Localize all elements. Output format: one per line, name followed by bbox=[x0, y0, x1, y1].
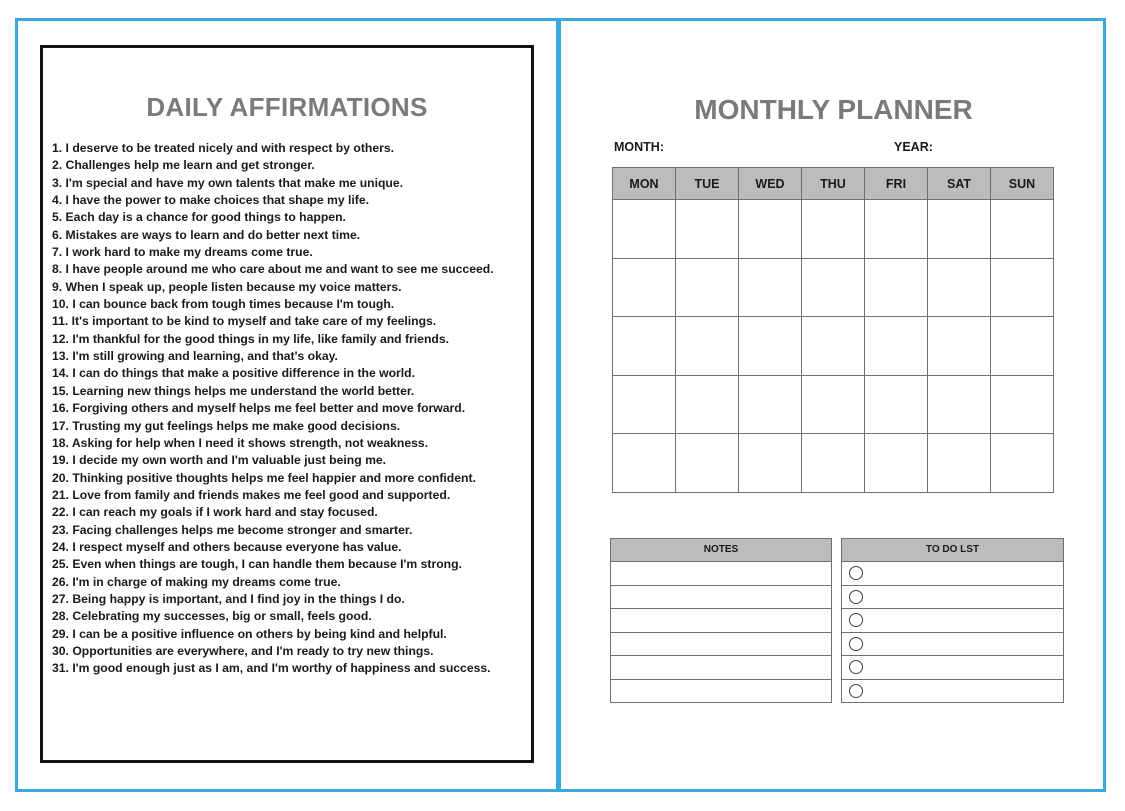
notes-box bbox=[610, 538, 832, 703]
affirmation-item: 6. Mistakes are ways to learn and do better next time. bbox=[52, 227, 361, 242]
frame-divider bbox=[556, 18, 561, 792]
week-row bbox=[613, 317, 1054, 376]
planner-title: MONTHLY PLANNER bbox=[694, 94, 973, 125]
day-header: WED bbox=[739, 168, 802, 200]
calendar-body bbox=[613, 200, 1054, 493]
day-cell[interactable] bbox=[802, 200, 865, 259]
affirmation-item: 5. Each day is a chance for good things to happen. bbox=[52, 210, 346, 225]
affirmations-page bbox=[40, 45, 534, 763]
affirmation-item: 12. I'm thankful for the good things in my life, like family and friends. bbox=[52, 331, 450, 346]
checkbox-circle-icon[interactable] bbox=[849, 660, 863, 674]
notes-rows bbox=[610, 562, 832, 703]
calendar-grid bbox=[612, 167, 1054, 493]
affirmation-item: 10. I can bounce back from tough times because I'm tough. bbox=[52, 297, 395, 312]
day-cell[interactable] bbox=[676, 375, 739, 434]
affirmation-item: 23. Facing challenges helps me become stronger and smarter. bbox=[52, 522, 413, 537]
affirmation-item: 11. It's important to be kind to myself and take care of my feelings. bbox=[52, 314, 437, 329]
todo-item[interactable] bbox=[841, 562, 1064, 586]
affirmation-item: 17. Trusting my gut feelings helps me make good decisions. bbox=[52, 418, 401, 433]
affirmations-title: DAILY AFFIRMATIONS bbox=[146, 92, 428, 122]
affirmation-item: 20. Thinking positive thoughts helps me feel happier and more confident. bbox=[52, 470, 476, 485]
affirmation-item: 2. Challenges help me learn and get stronger. bbox=[52, 158, 315, 173]
notes-line[interactable] bbox=[610, 656, 832, 680]
day-cell[interactable] bbox=[991, 375, 1054, 434]
day-cell[interactable] bbox=[865, 200, 928, 259]
day-cell[interactable] bbox=[739, 258, 802, 317]
day-header: SUN bbox=[991, 168, 1054, 200]
week-row bbox=[613, 434, 1054, 493]
affirmation-item: 8. I have people around me who care about me and want to see me succeed. bbox=[52, 262, 494, 277]
calendar-header-row bbox=[613, 168, 1054, 200]
day-cell[interactable] bbox=[991, 258, 1054, 317]
todo-box bbox=[841, 538, 1064, 703]
week-row bbox=[613, 258, 1054, 317]
day-cell[interactable] bbox=[802, 258, 865, 317]
affirmation-item: 18. Asking for help when I need it shows strength, not weakness. bbox=[52, 435, 429, 450]
affirmation-item: 22. I can reach my goals if I work hard and stay focused. bbox=[52, 505, 378, 520]
day-cell[interactable] bbox=[865, 434, 928, 493]
checkbox-circle-icon[interactable] bbox=[849, 566, 863, 580]
day-cell[interactable] bbox=[928, 200, 991, 259]
affirmation-item: 28. Celebrating my successes, big or small, feels good. bbox=[52, 609, 372, 624]
notes-line[interactable] bbox=[610, 633, 832, 657]
checkbox-circle-icon[interactable] bbox=[849, 613, 863, 627]
affirmation-item: 13. I'm still growing and learning, and that's okay. bbox=[52, 349, 338, 364]
affirmation-item: 29. I can be a positive influence on others by being kind and helpful. bbox=[52, 626, 447, 641]
affirmation-item: 21. Love from family and friends makes me feel good and supported. bbox=[52, 487, 451, 502]
affirmation-item: 16. Forgiving others and myself helps me feel better and move forward. bbox=[52, 401, 466, 416]
todo-header: TO DO LST bbox=[841, 538, 1064, 562]
todo-item[interactable] bbox=[841, 656, 1064, 680]
affirmation-item: 26. I'm in charge of making my dreams come true. bbox=[52, 574, 341, 589]
day-cell[interactable] bbox=[676, 258, 739, 317]
notes-line[interactable] bbox=[610, 609, 832, 633]
affirmation-item: 9. When I speak up, people listen because my voice matters. bbox=[52, 279, 402, 294]
day-cell[interactable] bbox=[802, 375, 865, 434]
day-cell[interactable] bbox=[613, 434, 676, 493]
day-cell[interactable] bbox=[739, 200, 802, 259]
day-cell[interactable] bbox=[676, 434, 739, 493]
day-header: THU bbox=[802, 168, 865, 200]
affirmation-item: 4. I have the power to make choices that shape my life. bbox=[52, 193, 369, 208]
day-cell[interactable] bbox=[613, 258, 676, 317]
day-cell[interactable] bbox=[865, 317, 928, 376]
affirmation-item: 14. I can do things that make a positive difference in the world. bbox=[52, 366, 415, 381]
day-cell[interactable] bbox=[802, 434, 865, 493]
todo-item[interactable] bbox=[841, 586, 1064, 610]
day-cell[interactable] bbox=[991, 317, 1054, 376]
day-cell[interactable] bbox=[739, 434, 802, 493]
day-cell[interactable] bbox=[739, 375, 802, 434]
affirmation-item: 25. Even when things are tough, I can handle them because I'm strong. bbox=[52, 557, 462, 572]
day-header: MON bbox=[613, 168, 676, 200]
todo-item[interactable] bbox=[841, 609, 1064, 633]
year-label: YEAR: bbox=[894, 140, 933, 154]
affirmation-item: 24. I respect myself and others because everyone has value. bbox=[52, 539, 402, 554]
affirmation-item: 19. I decide my own worth and I'm valuable just being me. bbox=[52, 453, 387, 468]
checkbox-circle-icon[interactable] bbox=[849, 590, 863, 604]
checkbox-circle-icon[interactable] bbox=[849, 684, 863, 698]
day-cell[interactable] bbox=[613, 317, 676, 376]
week-row bbox=[613, 375, 1054, 434]
affirmation-item: 7. I work hard to make my dreams come true. bbox=[52, 245, 313, 260]
day-header: FRI bbox=[865, 168, 928, 200]
affirmation-item: 30. Opportunities are everywhere, and I'm ready to try new things. bbox=[52, 643, 434, 658]
day-cell[interactable] bbox=[865, 258, 928, 317]
day-cell[interactable] bbox=[613, 375, 676, 434]
affirmation-item: 1. I deserve to be treated nicely and with respect by others. bbox=[52, 141, 395, 155]
month-label: MONTH: bbox=[614, 140, 664, 154]
week-row bbox=[613, 200, 1054, 259]
affirmation-item: 3. I'm special and have my own talents that make me unique. bbox=[52, 175, 404, 190]
day-cell[interactable] bbox=[928, 317, 991, 376]
day-cell[interactable] bbox=[613, 200, 676, 259]
affirmation-item: 27. Being happy is important, and I find joy in the things I do. bbox=[52, 591, 405, 606]
notes-header: NOTES bbox=[610, 538, 832, 562]
day-cell[interactable] bbox=[928, 258, 991, 317]
day-cell[interactable] bbox=[802, 317, 865, 376]
affirmations-list bbox=[52, 140, 532, 678]
day-header: SAT bbox=[928, 168, 991, 200]
notes-line[interactable] bbox=[610, 680, 832, 704]
affirmation-item: 15. Learning new things helps me understand the world better. bbox=[52, 383, 415, 398]
todo-item[interactable] bbox=[841, 633, 1064, 657]
day-cell[interactable] bbox=[928, 375, 991, 434]
day-cell[interactable] bbox=[865, 375, 928, 434]
todo-item[interactable] bbox=[841, 680, 1064, 704]
day-cell[interactable] bbox=[676, 200, 739, 259]
day-cell[interactable] bbox=[739, 317, 802, 376]
day-header: TUE bbox=[676, 168, 739, 200]
notes-line[interactable] bbox=[610, 586, 832, 610]
day-cell[interactable] bbox=[991, 434, 1054, 493]
day-cell[interactable] bbox=[991, 200, 1054, 259]
checkbox-circle-icon[interactable] bbox=[849, 637, 863, 651]
affirmation-item: 31. I'm good enough just as I am, and I'm worthy of happiness and success. bbox=[52, 661, 491, 676]
day-cell[interactable] bbox=[676, 317, 739, 376]
notes-line[interactable] bbox=[610, 562, 832, 586]
todo-rows bbox=[841, 562, 1064, 703]
day-cell[interactable] bbox=[928, 434, 991, 493]
